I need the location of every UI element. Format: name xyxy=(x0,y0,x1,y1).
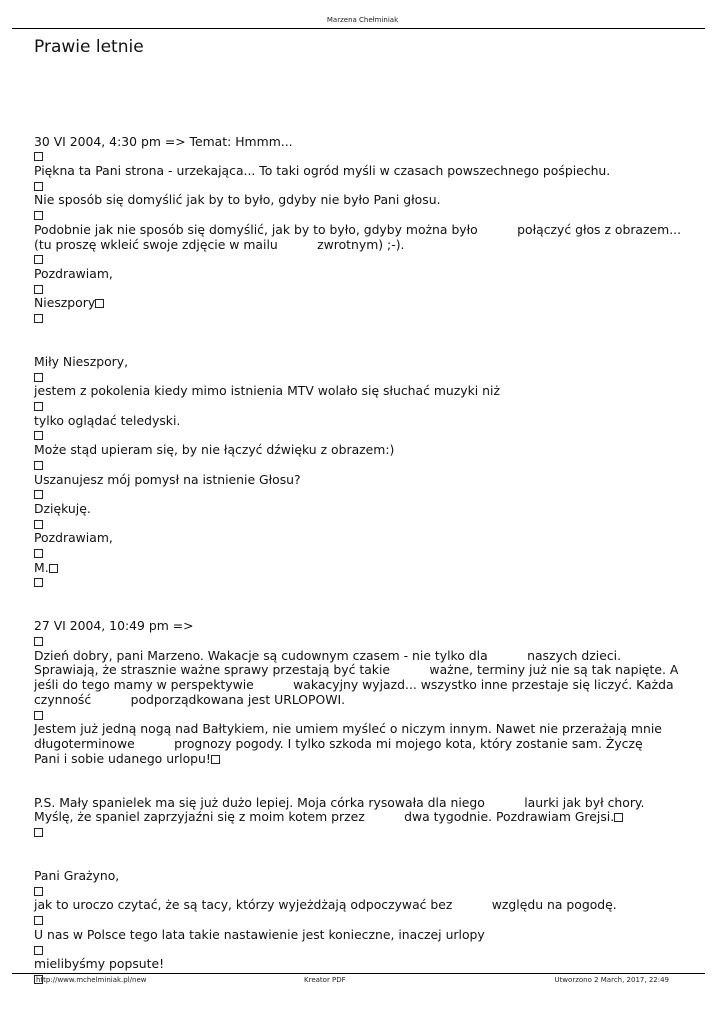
article-body xyxy=(34,120,684,987)
placeholder-box-icon xyxy=(34,314,43,323)
text-line: Nie sposób się domyślić jak by to było, gdyby nie było Pani głosu. xyxy=(34,192,441,208)
placeholder-box-line xyxy=(34,399,684,414)
placeholder-box-icon xyxy=(34,285,43,294)
placeholder-box-line xyxy=(34,282,684,297)
placeholder-box-icon xyxy=(34,182,43,191)
text-line: Pani Grażyno, xyxy=(34,868,120,884)
blank-line xyxy=(34,340,684,355)
blank-line xyxy=(34,781,684,796)
footer-divider xyxy=(12,973,705,974)
placeholder-box-line xyxy=(34,913,684,928)
text-line: (tu proszę wkleić swoje zdjęcie w mailu zwrotnym) ;-). xyxy=(34,236,405,252)
placeholder-box-icon xyxy=(614,813,623,822)
placeholder-box-line xyxy=(34,149,684,164)
blank-line xyxy=(34,840,684,855)
placeholder-box-icon xyxy=(34,828,43,837)
placeholder-box-icon xyxy=(34,637,43,646)
text-line: jak to uroczo czytać, że są tacy, którzy wyjeżdżają odpoczywać bez względu na pogodę. xyxy=(34,897,617,913)
placeholder-box-line xyxy=(34,487,684,502)
placeholder-box-icon xyxy=(34,152,43,161)
placeholder-box-icon xyxy=(34,549,43,558)
text-line: czynność podporządkowana jest URLOPOWI. xyxy=(34,691,346,707)
placeholder-box-icon xyxy=(34,946,43,955)
footer-created: Utworzono 2 March, 2017, 22:49 xyxy=(554,976,669,984)
placeholder-box-icon xyxy=(49,564,58,573)
blank-line xyxy=(34,326,684,341)
text-line: Myślę, że spaniel zaprzyjaźni się z moim kotem przez dwa tygodnie. Pozdrawiam Grejsi. xyxy=(34,810,684,825)
placeholder-box-icon xyxy=(211,755,220,764)
page-title: Prawie letnie xyxy=(34,37,144,57)
text-line: Podobnie jak nie sposób się domyślić, jak by to było, gdyby można było połączyć głos z obrazem... xyxy=(34,221,682,237)
text-line: jeśli do tego mamy w perspektywie wakacyjny wyjazd... wszystko inne przestaje się liczyć. Każda xyxy=(34,677,674,693)
blank-line xyxy=(34,605,684,620)
placeholder-box-line xyxy=(34,252,684,267)
placeholder-box-line xyxy=(34,517,684,532)
placeholder-box-icon xyxy=(34,373,43,382)
placeholder-box-line xyxy=(34,311,684,326)
text-line: Może stąd upieram się, by nie łączyć dźwięku z obrazem:) xyxy=(34,442,395,458)
placeholder-box-line xyxy=(34,370,684,385)
placeholder-box-icon xyxy=(34,402,43,411)
text-line: Pozdrawiam, xyxy=(34,265,113,281)
placeholder-box-icon xyxy=(34,520,43,529)
placeholder-box-line xyxy=(34,943,684,958)
placeholder-box-icon xyxy=(34,711,43,720)
placeholder-box-line xyxy=(34,546,684,561)
placeholder-box-line xyxy=(34,825,684,840)
blank-line xyxy=(34,590,684,605)
text-line: 30 VI 2004, 4:30 pm => Temat: Hmmm... xyxy=(34,133,293,149)
text-line: Pani i sobie udanego urlopu! xyxy=(34,752,684,767)
text-line: Dziękuję. xyxy=(34,500,91,516)
placeholder-box-icon xyxy=(34,490,43,499)
page-header-author: Marzena Chełminiak xyxy=(326,16,399,24)
placeholder-box-line xyxy=(34,884,684,899)
text-line: M. xyxy=(34,561,684,576)
placeholder-box-icon xyxy=(34,431,43,440)
placeholder-box-icon xyxy=(34,255,43,264)
text-line: Piękna ta Pani strona - urzekająca... To taki ogród myśli w czasach powszechnego pośpiechu. xyxy=(34,163,611,179)
footer-generator: Kreator PDF xyxy=(304,976,346,984)
placeholder-box-icon xyxy=(34,916,43,925)
text-line: Jestem już jedną nogą nad Bałtykiem, nie umiem myśleć o niczym innym. Nawet nie przerażają mnie xyxy=(34,721,662,737)
placeholder-box-line xyxy=(34,575,684,590)
text-line: Miły Nieszpory, xyxy=(34,354,129,369)
text-line: P.S. Mały spanielek ma się już dużo lepiej. Moja córka rysowała dla niego laurki jak był chory. xyxy=(34,794,645,810)
text-line: mielibyśmy popsute! xyxy=(34,956,165,972)
text-line: Uszanujesz mój pomysł na istnienie Głosu? xyxy=(34,471,301,487)
placeholder-box-line xyxy=(34,458,684,473)
placeholder-box-icon xyxy=(34,887,43,896)
placeholder-box-icon xyxy=(34,461,43,470)
text-line: 27 VI 2004, 10:49 pm => xyxy=(34,618,194,634)
placeholder-box-line xyxy=(34,708,684,723)
footer-url: http://www.mchelminiak.pl/new xyxy=(36,976,147,984)
text-line: Sprawiają, że strasznie ważne sprawy przestają być takie ważne, terminy już nie są tak napięte. A xyxy=(34,662,679,678)
placeholder-box-line xyxy=(34,634,684,649)
text-line: jestem z pokolenia kiedy mimo istnienia MTV wolało się słuchać muzyki niż xyxy=(34,383,500,399)
text-line: Pozdrawiam, xyxy=(34,530,113,546)
header-divider xyxy=(12,28,705,29)
placeholder-box-line xyxy=(34,428,684,443)
placeholder-box-icon xyxy=(95,299,104,308)
placeholder-box-icon xyxy=(34,578,43,587)
blank-line xyxy=(34,854,684,869)
placeholder-box-icon xyxy=(34,211,43,220)
text-line: Nieszpory xyxy=(34,296,684,311)
blank-line xyxy=(34,120,684,135)
text-line: długoterminowe prognozy pogody. I tylko szkoda mi mojego kota, który zostanie sam. Życzę xyxy=(34,735,643,751)
placeholder-box-line xyxy=(34,179,684,194)
text-line: tylko oglądać teledyski. xyxy=(34,412,181,428)
placeholder-box-line xyxy=(34,208,684,223)
text-line: U nas w Polsce tego lata takie nastawienie jest konieczne, inaczej urlopy xyxy=(34,926,485,942)
text-line: Dzień dobry, pani Marzeno. Wakacje są cudownym czasem - nie tylko dla naszych dzieci. xyxy=(34,647,622,663)
blank-line xyxy=(34,766,684,781)
